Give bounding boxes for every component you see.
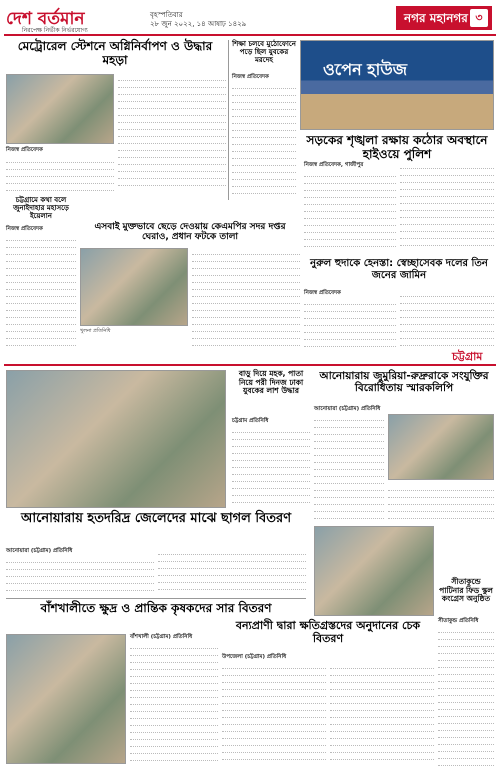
section-label-chattogram: চট্টগ্রাম — [452, 350, 483, 363]
body-farmers-1 — [130, 642, 218, 764]
headline-farmers: বাঁশখালীতে ক্ষুদ্র ও প্রান্তিক কৃষকদের সার বিতরণ — [40, 601, 272, 615]
issue-day: বৃহস্পতিবার — [150, 11, 183, 19]
headline-education: শিক্ষা চলবে মুঠোফোনে পড়ে ছিল যুবকের মরদেহ — [232, 40, 296, 65]
photo-anwara-memorial — [388, 414, 494, 480]
body-nurul-2 — [400, 290, 494, 350]
photo-fishermen-goats — [6, 370, 226, 508]
photo-farmers — [6, 634, 126, 764]
story-divider — [6, 598, 306, 599]
body-highway-1 — [304, 170, 396, 252]
byline-sitakunda: সীতাকুন্ড প্রতিনিধি — [438, 618, 479, 624]
body-highway-2 — [400, 162, 494, 252]
header-rule — [4, 34, 496, 36]
body-anwara-2 — [388, 484, 494, 522]
issue-full-date: ২৮ জুন ২০২২, ১৪ আষাঢ় ১৪২৯ — [150, 20, 247, 28]
byline-metro: নিজস্ব প্রতিবেদক — [6, 147, 43, 153]
body-left-small — [6, 234, 76, 346]
body-nurul-1 — [304, 298, 396, 350]
headline-highway-police: সড়কের শৃঙ্খলা রক্ষায় কঠোর অবস্থানে হাইওয়ে পুলিশ — [306, 133, 488, 161]
body-kmp — [192, 248, 300, 346]
open-house-banner-text: ওপেন হাউজ — [323, 60, 408, 79]
byline-farmers: বাঁশখালী (চট্টগ্রাম) প্রতিনিধি — [130, 634, 193, 640]
byline-left-small: নিজস্ব প্রতিবেদক — [6, 226, 43, 232]
body-metro-1 — [6, 156, 114, 192]
headline-sitakunda: সীতাকুন্ডে পাটিনার ফিড স্কুল কংগ্রেস অনুষ্ঠিত — [439, 577, 493, 604]
headline-kmp: এসবাই মুক্তভাবে ছেড়ে দেওয়ায় কেএমপির সদর দপ্তর ঘেরাও, প্রধান ফটকে তালা — [94, 222, 286, 243]
headline-anwara-memorial: আনোয়ারায় জুমুরিয়া-রুদ্রুরাকে সংযুক্তির বিরোধিতায় স্মারকলিপি — [319, 370, 489, 395]
headline-metro: মেট্রোরেল স্টেশনে অগ্নিনির্বাপণ ও উদ্ধার মহড়া — [17, 39, 213, 67]
body-sitakunda — [438, 626, 494, 766]
byline-anwara-memorial: আনোয়ারা (চট্টগ্রাম) প্রতিনিধি — [314, 406, 381, 412]
body-anwara-1 — [314, 414, 384, 522]
body-wildlife-2 — [330, 662, 434, 764]
headline-left-small: চট্টগ্রামে কথা বলে জুনাইদাহার মহাসড়ে ইয়েলান — [13, 196, 69, 221]
photo-police-open-house — [300, 40, 494, 130]
byline-education: নিজস্ব প্রতিবেদক — [232, 74, 269, 80]
headline-body-recovered: বাড়ু দিয়ে মহক, পাতা নিয়ে পরী দিনজ ঢাকা যুবকের লাশ উদ্ধার — [238, 369, 304, 396]
byline-highway-police: নিজস্ব প্রতিবেদক, গাজীপুর — [304, 162, 364, 168]
page-number: ৩ — [470, 9, 488, 27]
body-fishermen-1 — [6, 556, 154, 596]
headline-wildlife: বন্যপ্রাণী দ্বারা ক্ষতিগ্রস্তদের অনুদানের চেক বিতরণ — [235, 619, 421, 645]
photo-kmp-protest — [80, 248, 188, 326]
body-education — [232, 82, 296, 200]
byline-body-recovered: চট্টগ্রাম প্রতিনিধি — [232, 418, 269, 424]
section-title: নগর মহানগর — [404, 11, 468, 25]
column-divider — [228, 40, 229, 200]
byline-fishermen: আনোয়ারা (চট্টগ্রাম) প্রতিনিধি — [6, 548, 73, 554]
byline-nurul-huda: নিজস্ব প্রতিবেদক — [304, 290, 341, 296]
caption-kmp: খুলনা প্রতিনিধি — [80, 328, 111, 334]
byline-wildlife: উপজেলা (চট্টগ্রাম) প্রতিনিধি — [222, 654, 287, 660]
section-rule — [4, 364, 496, 366]
photo-metro-drill — [6, 74, 114, 144]
newspaper-tagline: নিরপেক্ষ নির্ভীক নির্ভরযোগ্য — [22, 27, 88, 34]
headline-nurul-huda: নুরুল হুদাকে হেনস্তা: স্বেচ্ছাসেবক দলের তিন জনের জামিন — [310, 258, 488, 281]
section-banner — [396, 6, 492, 30]
body-fishermen-2 — [158, 548, 306, 596]
photo-wildlife-cheque — [314, 526, 434, 616]
body-wildlife-1 — [222, 662, 326, 764]
newspaper-logo: দেশ বর্তমান — [6, 9, 85, 29]
body-body-recovered — [232, 426, 310, 510]
headline-fishermen: আনোয়ারায় হতদরিদ্র জেলেদের মাঝে ছাগল বিতরণ — [20, 511, 292, 526]
issue-date — [150, 11, 246, 29]
body-metro-2 — [118, 74, 226, 192]
